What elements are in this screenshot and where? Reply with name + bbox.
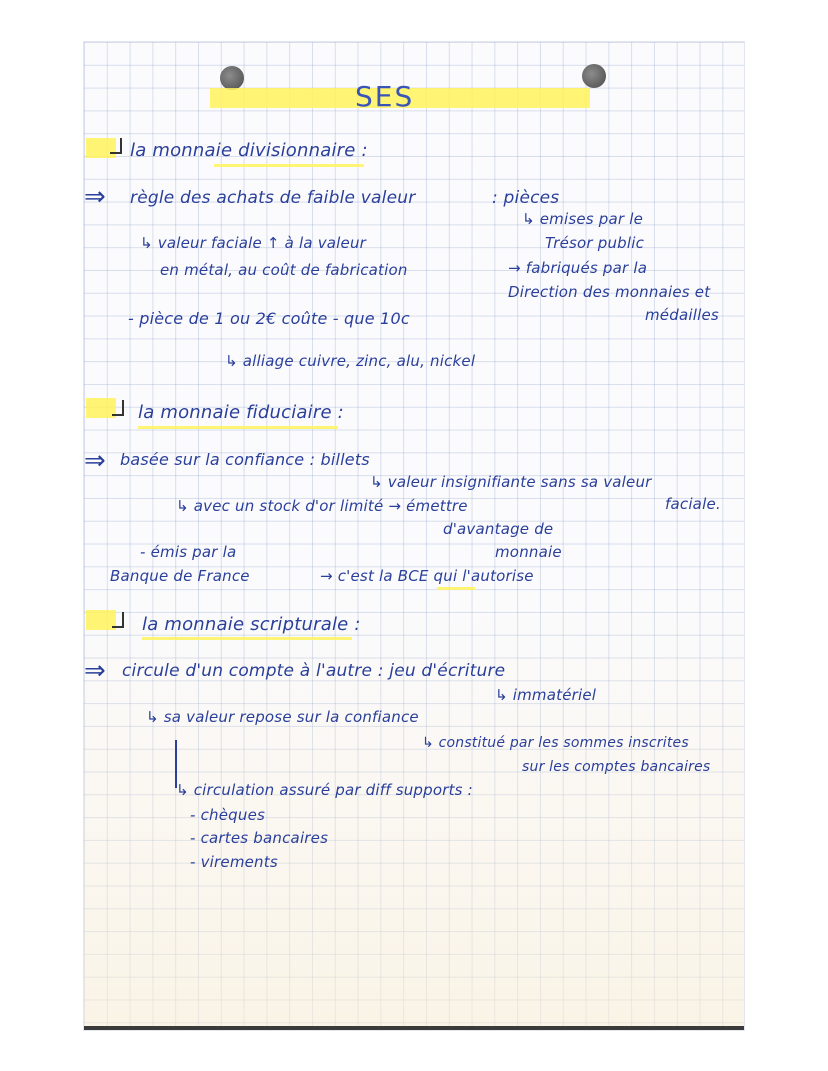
page-edge bbox=[84, 1026, 744, 1030]
s3-line1: circule d'un compte à l'autre : jeu d'écriture bbox=[122, 661, 506, 681]
s2-line8: → c'est la BCE qui l'autorise bbox=[320, 567, 534, 585]
s3-item-3: - virements bbox=[190, 853, 278, 871]
section-heading-3: la monnaie scripturale : bbox=[142, 614, 361, 635]
binder-hole-left bbox=[220, 66, 244, 90]
s1-note3: → fabriqués par la bbox=[508, 259, 648, 277]
s1-line2: ↳ valeur faciale ↑ à la valeur bbox=[140, 234, 367, 252]
s3-item-1: - chèques bbox=[190, 806, 266, 824]
implies-arrow-3: ⇒ bbox=[84, 656, 106, 686]
s1-line3: en métal, au coût de fabrication bbox=[160, 261, 408, 279]
page-title: SES bbox=[355, 80, 415, 113]
section-heading-2: la monnaie fiduciaire : bbox=[138, 402, 344, 423]
s2-line2: ↳ valeur insignifiante sans sa valeur bbox=[370, 473, 652, 491]
bce-underline bbox=[437, 587, 475, 590]
s1-note4: Direction des monnaies et bbox=[508, 283, 711, 301]
heading-underline-2 bbox=[138, 426, 338, 429]
s2-line6: - émis par la bbox=[140, 543, 237, 561]
s3-line3: ↳ sa valeur repose sur la confiance bbox=[146, 708, 419, 726]
implies-arrow-1: ⇒ bbox=[84, 182, 106, 212]
binder-hole-right bbox=[582, 64, 606, 88]
s1-line1: règle des achats de faible valeur bbox=[130, 188, 416, 208]
s2-line3: ↳ avec un stock d'or limité → émettre bbox=[176, 497, 468, 515]
s3-line2: ↳ immatériel bbox=[495, 686, 597, 704]
heading-underline-1 bbox=[214, 164, 364, 167]
s2-line5: monnaie bbox=[495, 543, 562, 561]
s1-note1: ↳ emises par le bbox=[522, 210, 644, 228]
s3-line6: ↳ circulation assuré par diff supports : bbox=[176, 781, 473, 799]
section-check-2 bbox=[112, 400, 124, 416]
s3-line4: ↳ constitué par les sommes inscrites bbox=[422, 735, 689, 751]
section-check-3 bbox=[112, 612, 124, 628]
s2-line7: Banque de France bbox=[110, 567, 250, 585]
s2-line4: d'avantage de bbox=[443, 520, 554, 538]
s1-line1b: : pièces bbox=[492, 188, 560, 208]
heading-underline-3 bbox=[142, 637, 352, 640]
implies-arrow-2: ⇒ bbox=[84, 446, 106, 476]
section-check-1 bbox=[110, 138, 122, 154]
s3-line5: sur les comptes bancaires bbox=[522, 759, 711, 775]
s2-line2b: faciale. bbox=[665, 495, 721, 513]
s1-note5: médailles bbox=[645, 306, 719, 324]
s2-line1: basée sur la confiance : billets bbox=[120, 450, 370, 469]
s1-line5: ↳ alliage cuivre, zinc, alu, nickel bbox=[225, 352, 476, 370]
section-heading-1: la monnaie divisionnaire : bbox=[130, 140, 368, 161]
s3-item-2: - cartes bancaires bbox=[190, 829, 329, 847]
s1-note2: Trésor public bbox=[545, 234, 645, 252]
s1-line4: - pièce de 1 ou 2€ coûte - que 10c bbox=[128, 309, 410, 328]
